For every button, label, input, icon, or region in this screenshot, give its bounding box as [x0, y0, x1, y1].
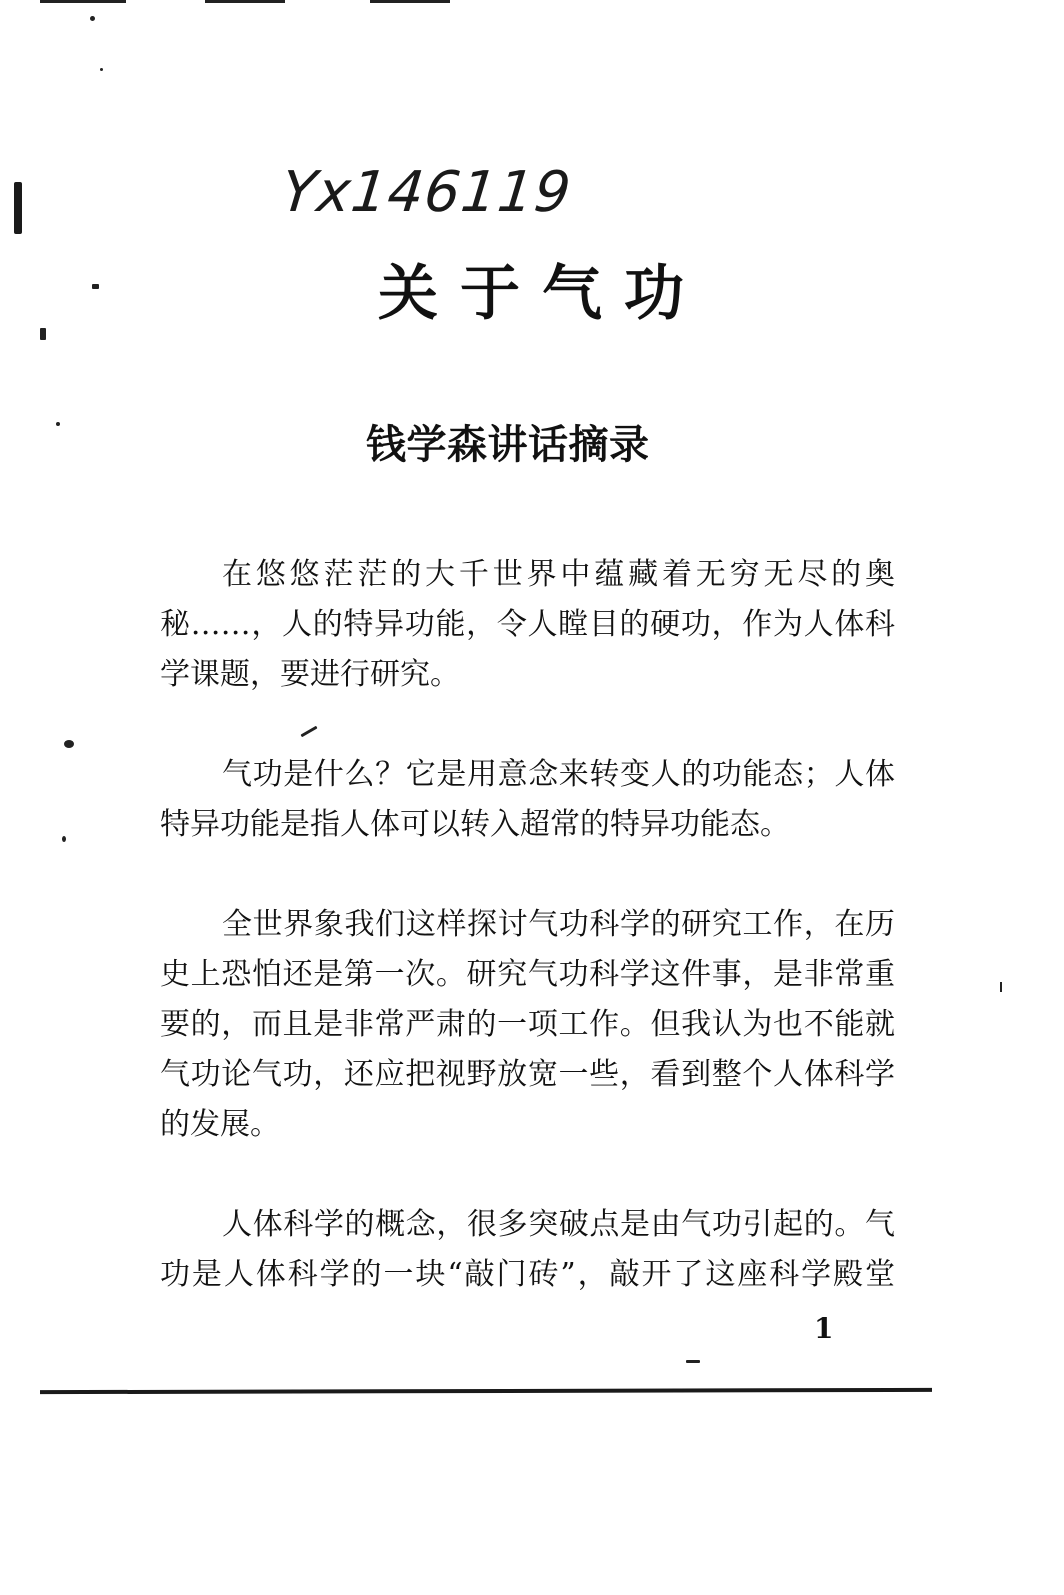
scan-speck — [62, 836, 66, 842]
paragraph — [160, 900, 895, 1150]
text-line: 史上恐怕还是第一次。研究气功科学这件事，是非常重 — [160, 957, 895, 992]
text-line: 的发展。 — [160, 1107, 280, 1142]
scan-speck — [92, 284, 99, 289]
page-subtitle: 钱学森讲话摘录 — [366, 421, 650, 468]
top-edge-rule — [205, 0, 285, 3]
text-line: 学课题，要进行研究。 — [160, 657, 460, 692]
body-text — [160, 550, 895, 1350]
paragraph — [160, 750, 895, 850]
top-edge-rule — [370, 0, 450, 3]
paragraph — [160, 1200, 895, 1300]
text-line: 在悠悠茫茫的大千世界中蕴藏着无穷无尽的奥 — [222, 557, 895, 592]
text-line: 秘……，人的特异功能，令人瞠目的硬功，作为人体科 — [160, 607, 895, 642]
scan-speck — [40, 328, 46, 340]
scan-speck — [56, 422, 60, 426]
handwritten-annotation: Yx146119 — [278, 160, 575, 225]
scan-speck — [64, 740, 74, 748]
paragraph — [160, 550, 895, 700]
top-edge-rule — [40, 0, 126, 3]
page-number: 1 — [814, 1312, 834, 1345]
scan-speck — [90, 16, 95, 21]
text-line: 全世界象我们这样探讨气功科学的研究工作，在历 — [222, 907, 895, 942]
text-line: 特异功能是指人体可以转入超常的特异功能态。 — [160, 807, 790, 842]
text-line: 功是人体科学的一块“敲门砖”，敲开了这座科学殿堂 — [160, 1257, 895, 1292]
text-line: 气功是什么？它是用意念来转变人的功能态；人体 — [222, 757, 895, 792]
text-line: 气功论气功，还应把视野放宽一些，看到整个人体科学 — [160, 1057, 895, 1092]
text-line: 要的，而且是非常严肃的一项工作。但我认为也不能就 — [160, 1007, 895, 1042]
text-line: 人体科学的概念，很多突破点是由气功引起的。气 — [222, 1207, 895, 1242]
bottom-rule — [40, 1388, 932, 1394]
binding-mark — [14, 182, 22, 234]
page-title: 关于气功 — [378, 259, 706, 329]
scan-speck — [100, 68, 103, 71]
scan-speck — [686, 1360, 700, 1363]
scan-speck — [1000, 982, 1002, 992]
